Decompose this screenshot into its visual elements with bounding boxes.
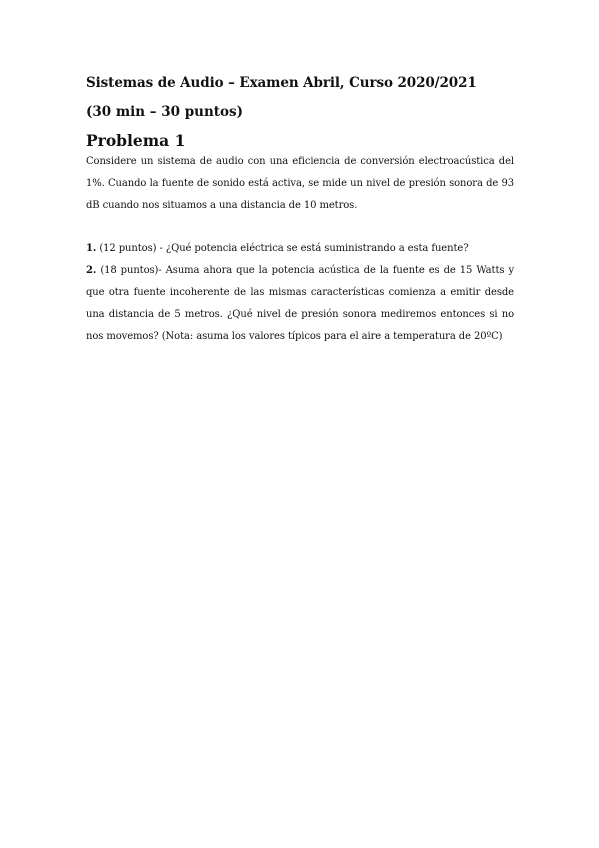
problem-intro: Considere un sistema de audio con una eficiencia de conversión electroacústica del 1%. Cuando la fuente de sonido está activa, se mide un nivel de presión sonora de 93 dB cuando nos situamos a una distancia de 10 metros.: [86, 156, 514, 211]
question-2: [86, 260, 514, 348]
problem-heading: Problema 1: [86, 131, 186, 150]
question-1-text: (12 puntos) - ¿Qué potencia eléctrica se está suministrando a esta fuente?: [99, 243, 469, 254]
exam-duration-points: (30 min – 30 puntos): [86, 104, 244, 120]
question-1-number: 1.: [86, 243, 97, 254]
question-2-number: 2.: [86, 265, 97, 276]
question-2-text: (18 puntos)- Asuma ahora que la potencia acústica de la fuente es de 15 Watts y que otra fuente incoherente de las mismas características comienza a emitir desde una distancia de 5 metros. ¿Qué nivel de presión sonora mediremos entonces si no nos movemos? (Nota: asuma los valores típicos para el aire a temperatura de 20ºC): [86, 265, 514, 342]
exam-title: Sistemas de Audio – Examen Abril, Curso 2020/2021: [86, 75, 477, 91]
question-1: [86, 238, 514, 260]
